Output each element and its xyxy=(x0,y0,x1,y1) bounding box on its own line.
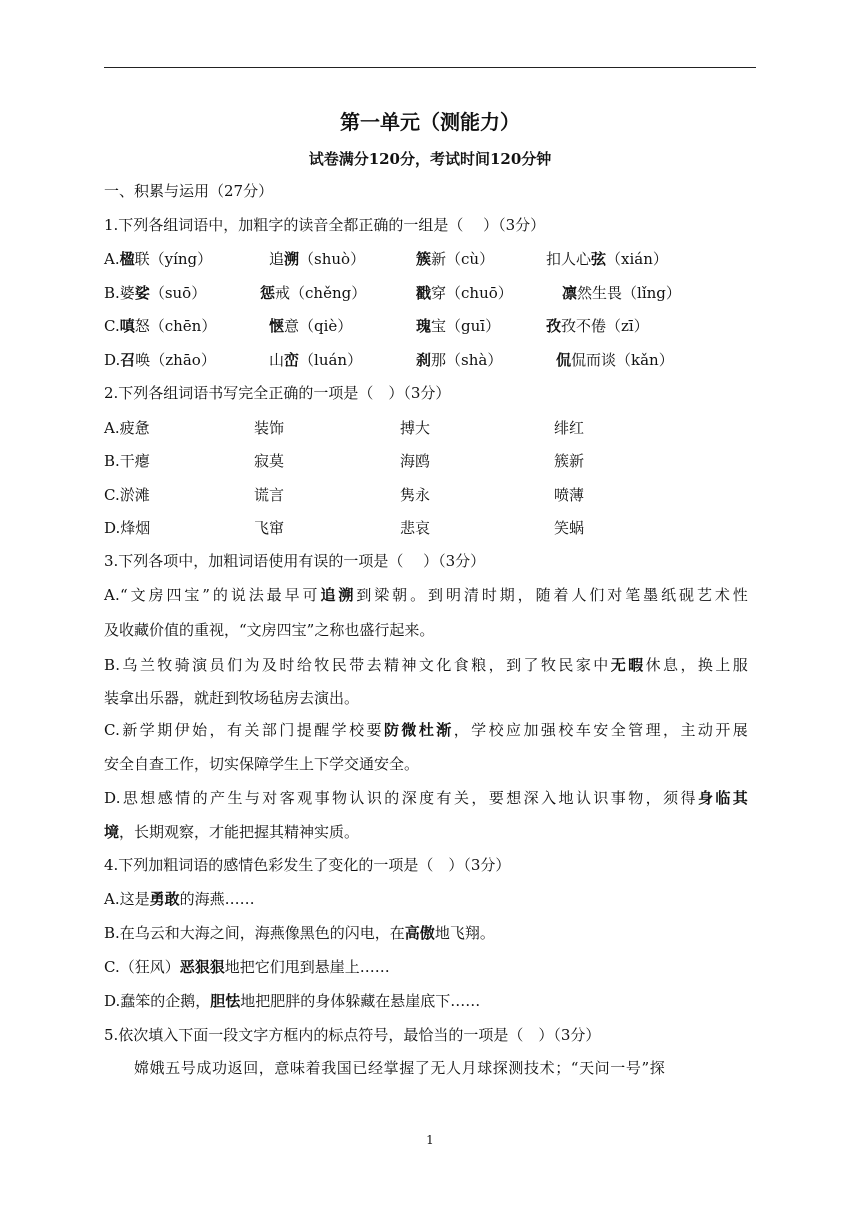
q2-word: 悲哀 xyxy=(400,519,431,537)
q1-option-cell: 侃侃而谈（kǎn） xyxy=(556,351,674,369)
q4-stem: 4.下列加粗词语的感情色彩发生了变化的一项是（ ）（3分） xyxy=(104,856,511,874)
q2-word: D.烽烟 xyxy=(104,519,151,537)
q5-passage: 嫦娥五号成功返回，意味着我国已经掌握了无人月球探测技术；“天问一号”探 xyxy=(134,1059,666,1077)
q1-option-cell: 瑰宝（guī） xyxy=(416,317,501,335)
q2-word: A.疲惫 xyxy=(104,419,150,437)
q2-word: 笑蜗 xyxy=(554,519,585,537)
q2-word: 海鸥 xyxy=(400,452,431,470)
option-letter: C. xyxy=(104,317,120,335)
q2-word: 谎言 xyxy=(254,486,285,504)
q2-word: 寂莫 xyxy=(254,452,285,470)
page-number: 1 xyxy=(426,1133,434,1147)
q2-stem: 2.下列各组词语书写完全正确的一项是（ ）（3分） xyxy=(104,384,451,402)
q2-word: 飞窜 xyxy=(254,519,285,537)
q3-option-a-cont: 及收藏价值的重视，“文房四宝”之称也盛行起来。 xyxy=(104,621,435,639)
q1-option-cell: D.召唤（zhāo） xyxy=(104,351,216,369)
q3-option-d: D.思想感情的产生与对客观事物认识的深度有关，要想深入地认识事物，须得身临其 xyxy=(104,789,748,807)
q1-option-cell: A.楹联（yíng） xyxy=(104,250,213,268)
option-letter: D. xyxy=(104,351,121,369)
q4-option-b: B.在乌云和大海之间，海燕像黑色的闪电，在高傲地飞翔。 xyxy=(104,924,495,942)
q5-stem: 5.依次填入下面一段文字方框内的标点符号，最恰当的一项是（ ）（3分） xyxy=(104,1026,601,1044)
q2-word: 装饰 xyxy=(254,419,285,437)
q1-option-cell: 惬意（qiè） xyxy=(269,317,353,335)
q1-stem: 1.下列各组词语中，加粗字的读音全都正确的一组是（ ）（3分） xyxy=(104,216,546,234)
q1-option-cell: 戳穿（chuō） xyxy=(416,284,513,302)
q2-word: 喷薄 xyxy=(554,486,585,504)
q2-word: 绯红 xyxy=(554,419,585,437)
q1-option-cell: 扣人心弦（xián） xyxy=(546,250,668,268)
q1-option-cell: C.嗔怒（chēn） xyxy=(104,317,217,335)
q2-word: B.干瘪 xyxy=(104,452,150,470)
page-title: 第一单元（测能力） xyxy=(340,110,520,134)
q2-word: 簇新 xyxy=(554,452,585,470)
q2-word: 隽永 xyxy=(400,486,431,504)
q1-option-cell: 惩戒（chěng） xyxy=(260,284,367,302)
q1-option-cell: 山峦（luán） xyxy=(269,351,363,369)
q2-word: 搏大 xyxy=(400,419,431,437)
q4-option-a: A.这是勇敢的海燕…… xyxy=(104,890,255,908)
q4-option-c: C.（狂风）恶狠狠地把它们甩到悬崖上…… xyxy=(104,958,390,976)
section-heading: 一、积累与运用（27分） xyxy=(104,182,274,200)
q1-option-cell: 凛然生畏（lǐng） xyxy=(562,284,681,302)
q3-option-d-cont: 境，长期观察，才能把握其精神实质。 xyxy=(104,823,360,841)
q3-option-c: C.新学期伊始，有关部门提醒学校要防微杜渐，学校应加强校车安全管理，主动开展 xyxy=(104,721,748,739)
option-letter: B. xyxy=(104,284,120,302)
q1-option-cell: 追溯（shuò） xyxy=(269,250,366,268)
q2-word: C.淤滩 xyxy=(104,486,150,504)
q3-option-c-cont: 安全自查工作，切实保障学生上下学交通安全。 xyxy=(104,755,420,773)
q3-option-b-cont: 装拿出乐器，就赶到牧场毡房去演出。 xyxy=(104,689,360,707)
option-letter: A. xyxy=(104,250,120,268)
header-rule xyxy=(104,67,756,68)
q1-option-cell: 刹那（shà） xyxy=(416,351,503,369)
q1-option-cell: B.婆娑（suō） xyxy=(104,284,207,302)
q4-option-d: D.蠢笨的企鹅，胆怯地把肥胖的身体躲藏在悬崖底下…… xyxy=(104,992,481,1010)
q1-option-cell: 簇新（cù） xyxy=(416,250,495,268)
q3-option-a: A.“文房四宝”的说法最早可追溯到梁朝。到明清时期，随着人们对笔墨纸砚艺术性 xyxy=(104,586,748,604)
page-subtitle: 试卷满分120分，考试时间120分钟 xyxy=(308,150,552,168)
q3-stem: 3.下列各项中，加粗词语使用有误的一项是（ ）（3分） xyxy=(104,552,486,570)
q3-option-b: B.乌兰牧骑演员们为及时给牧民带去精神文化食粮，到了牧民家中无暇休息，换上服 xyxy=(104,656,749,674)
q1-option-cell: 孜孜不倦（zī） xyxy=(546,317,649,335)
